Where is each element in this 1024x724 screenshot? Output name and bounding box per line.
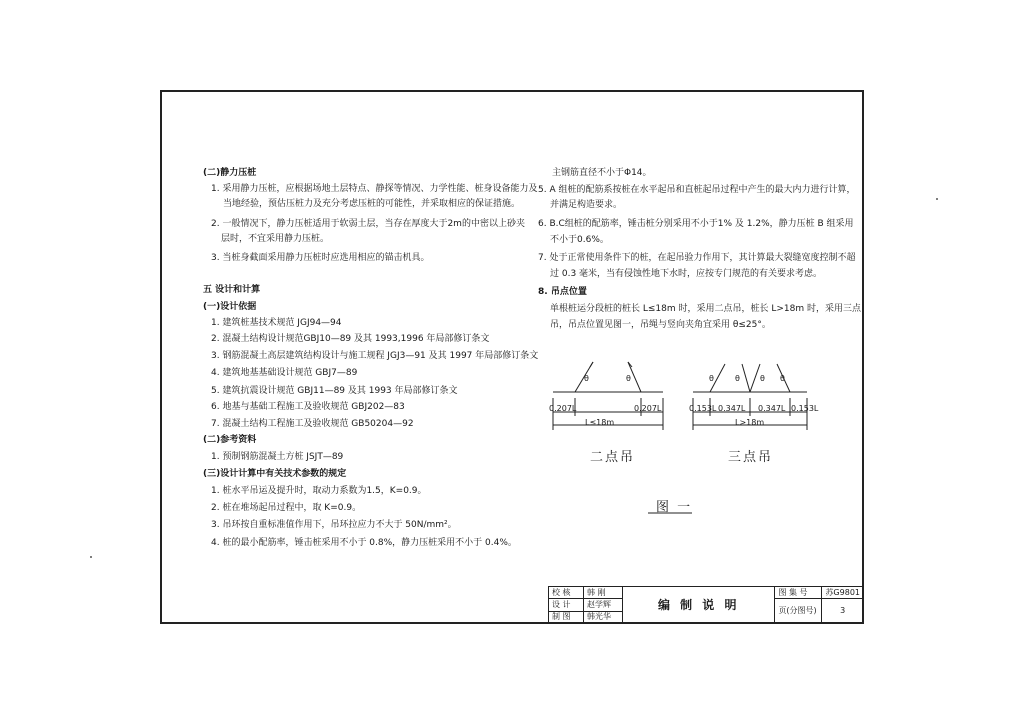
span-label: L≤18m	[585, 418, 615, 427]
dim-label: 0.207L	[549, 404, 577, 413]
title-block	[548, 586, 864, 624]
role-label: 制 图	[549, 611, 584, 623]
figure-caption-two-point: 二点吊	[590, 450, 636, 465]
signer-name: 韩 刚	[584, 587, 623, 599]
note-line: 3. 吊环按自重标准值作用下，吊环拉应力不大于 50N/mm²。	[211, 520, 457, 530]
dim-label: 0.347L	[718, 404, 746, 413]
signer-name: 韩光华	[584, 611, 623, 623]
note-line: 1. 采用静力压桩，应根据场地土层特点、静探等情况、力学性能、桩身设备能力及	[211, 184, 538, 194]
note-line: 4. 桩的最小配筋率，锤击桩采用不小于 0.8%，静力压桩采用不小于 0.4%。	[211, 538, 517, 548]
note-line: 当地经验，预估压桩力及充分考虑压桩的可能性，并采取相应的保证措施。	[223, 199, 521, 209]
note-line: 5. A 组桩的配筋系按桩在水平起吊和直桩起吊过程中产生的最大内力进行计算，	[538, 185, 856, 195]
note-line: 3. 当桩身截面采用静力压桩时应选用相应的锚击机具。	[211, 253, 430, 263]
sub-heading: 8. 吊点位置	[538, 287, 587, 297]
span-label: L>18m	[735, 418, 765, 427]
note-line: 6. 地基与基础工程施工及验收规范 GBJ202—83	[211, 402, 405, 412]
note-line: 7. 处于正常使用条件下的桩，在起吊验力作用下，其计算最大裂缝宽度控制不超	[538, 253, 856, 263]
angle-label: θ	[626, 374, 631, 383]
note-line: 吊，吊点位置见图一，吊绳与竖向夹角宜采用 θ≤25°。	[550, 320, 771, 330]
atlas-label: 图 集 号	[775, 587, 822, 599]
note-line: 层时，不宜采用静力压桩。	[221, 234, 330, 244]
figure-label: 图 一	[656, 500, 693, 515]
role-label: 设 计	[549, 599, 584, 611]
note-line: (二)静力压桩	[203, 168, 257, 178]
angle-label: θ	[735, 374, 740, 383]
atlas-value: 苏G9801	[822, 587, 864, 599]
scan-speck	[936, 198, 938, 200]
note-line: 1. 建筑桩基技术规范 JGJ94—94	[211, 318, 342, 328]
note-line: 3. 钢筋混凝土高层建筑结构设计与施工规程 JGJ3—91 及其 1997 年局部修订条文	[211, 351, 539, 361]
section-heading: 五 设计和计算	[203, 285, 261, 295]
note-line: 1. 预制钢筋混凝土方桩 JSJT—89	[211, 452, 344, 462]
sling-line	[750, 364, 760, 392]
signer-name: 赵学辉	[584, 599, 623, 611]
dim-label: 0.347L	[758, 404, 786, 413]
note-line: 4. 建筑地基基础设计规范 GBJ7—89	[211, 368, 358, 378]
scan-speck	[90, 556, 92, 558]
dim-label: 0.153L	[689, 404, 717, 413]
sub-heading: (三)设计计算中有关技术参数的规定	[203, 469, 347, 479]
dim-label: 0.153L	[791, 404, 819, 413]
note-line: 过 0.3 毫米，当有侵蚀性地下水时，应按专门规范的有关要求考虑。	[550, 269, 823, 279]
sub-heading: (二)参考资料	[203, 435, 257, 445]
note-line: 2. 混凝土结构设计规范GBJ10—89 及其 1993,1996 年局部修订条文	[211, 334, 490, 344]
note-line: 7. 混凝土结构工程施工及验收规范 GB50204—92	[211, 419, 414, 429]
angle-label: θ	[709, 374, 714, 383]
note-line: 5. 建筑抗震设计规范 GBJ11—89 及其 1993 年局部修订条文	[211, 386, 458, 396]
note-line: 2. 一般情况下，静力压桩适用于软弱土层，当存在厚度大于2m的中密以上砂夹	[211, 219, 525, 229]
figure-caption-three-point: 三点吊	[728, 450, 774, 465]
sub-heading: (一)设计依据	[203, 302, 257, 312]
note-line: 主钢筋直径不小于Φ14。	[552, 168, 652, 178]
note-line: 不小于0.6%。	[550, 235, 609, 245]
page-label: 页(分图号)	[775, 599, 822, 624]
angle-label: θ	[780, 374, 785, 383]
note-line: 单根桩运分段桩的桩长 L≤18m 时，采用二点吊，桩长 L>18m 时，采用三点	[550, 304, 861, 314]
angle-label: θ	[584, 374, 589, 383]
drawing-title: 编 制 说 明	[623, 587, 775, 624]
note-line: 6. B.C组桩的配筋率，锤击桩分别采用不小于1% 及 1.2%，静力压桩 B 组采用	[538, 219, 854, 229]
sling-arrow	[590, 362, 593, 367]
dim-label: 0.207L	[634, 404, 662, 413]
angle-label: θ	[760, 374, 765, 383]
page-value: 3	[822, 599, 864, 624]
note-line: 2. 桩在堆场起吊过程中，取 K=0.9。	[211, 503, 362, 513]
note-line: 并满足构造要求。	[550, 200, 623, 210]
sling-line	[742, 364, 750, 392]
role-label: 校 核	[549, 587, 584, 599]
note-line: 1. 桩水平吊运及提升时，取动力系数为1.5，K=0.9。	[211, 486, 427, 496]
